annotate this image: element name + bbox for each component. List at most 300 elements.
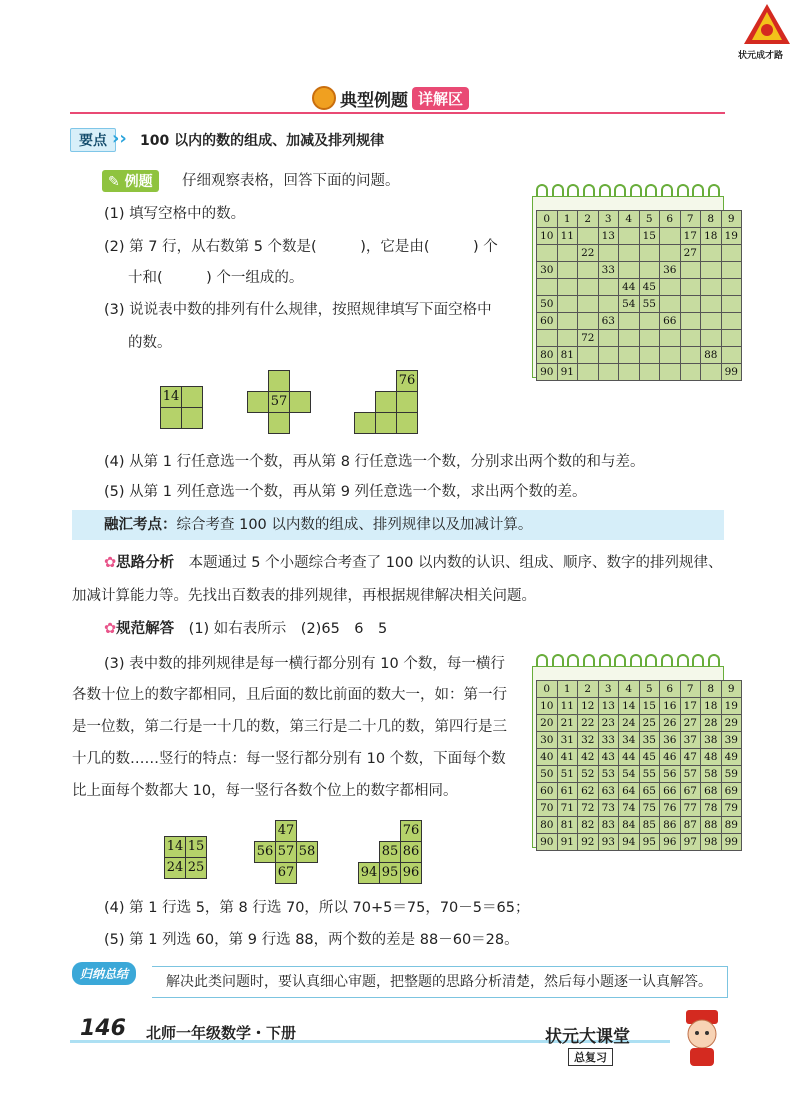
question-table-cell: 60 bbox=[537, 313, 558, 330]
mascot-icon bbox=[672, 1008, 732, 1070]
answer-table-cell: 37 bbox=[680, 732, 701, 749]
question-table-row bbox=[537, 279, 742, 296]
answer-table-cell: 57 bbox=[680, 766, 701, 783]
question-table-row bbox=[537, 262, 742, 279]
answer-table-cell: 19 bbox=[721, 698, 742, 715]
answer-table-cell: 36 bbox=[660, 732, 681, 749]
shape-cell: 14 bbox=[164, 836, 186, 858]
answer-table-cell: 98 bbox=[701, 834, 722, 851]
question-table-row bbox=[537, 364, 742, 381]
answer-table-cell: 27 bbox=[680, 715, 701, 732]
answer-table-cell: 91 bbox=[557, 834, 578, 851]
answer-table-cell: 54 bbox=[619, 766, 640, 783]
question-table-cell bbox=[721, 330, 742, 347]
answer-3-line-3: 是一位数，第二行是一十几的数，第三行是二十几的数，第四行是三 bbox=[72, 719, 507, 735]
shape-cell: 94 bbox=[358, 862, 380, 884]
question-table-cell: 55 bbox=[639, 296, 660, 313]
shape-cell bbox=[181, 407, 203, 429]
answer-table-cell: 16 bbox=[660, 698, 681, 715]
question-table-cell: 22 bbox=[578, 245, 599, 262]
question-2a: (2) 第 7 行，从右数第 5 个数是( )，它是由( ) 个 bbox=[104, 239, 498, 255]
answer-table-row bbox=[537, 834, 742, 851]
summary-text: 解决此类问题时，要认真细心审题，把整题的思路分析清楚，然后每小题逐一认真解答。 bbox=[166, 974, 712, 990]
answer-table-cell: 32 bbox=[578, 732, 599, 749]
answer-table-cell: 92 bbox=[578, 834, 599, 851]
question-table-cell: 30 bbox=[537, 262, 558, 279]
shape-cell: 95 bbox=[379, 862, 401, 884]
question-3a: (3) 说说表中数的排列有什么规律，按照规律填写下面空格中 bbox=[104, 302, 492, 318]
answer-table-cell: 13 bbox=[598, 698, 619, 715]
question-table-cell: 9 bbox=[721, 211, 742, 228]
answer-table-cell: 82 bbox=[578, 817, 599, 834]
question-table-cell bbox=[639, 245, 660, 262]
answer-table-cell: 60 bbox=[537, 783, 558, 800]
lion-icon bbox=[312, 86, 336, 110]
question-table-row bbox=[537, 313, 742, 330]
shape-cell bbox=[375, 412, 397, 434]
shape-cell: 96 bbox=[400, 862, 422, 884]
answer-table-cell: 4 bbox=[619, 681, 640, 698]
question-table-cell: 8 bbox=[701, 211, 722, 228]
answer-table-cell: 88 bbox=[701, 817, 722, 834]
question-hundred-table bbox=[536, 210, 742, 381]
answer-table-cell: 33 bbox=[598, 732, 619, 749]
answer-table-cell: 48 bbox=[701, 749, 722, 766]
answer-table-row bbox=[537, 749, 742, 766]
shape-cell bbox=[160, 407, 182, 429]
answer-table-row bbox=[537, 783, 742, 800]
question-table-cell bbox=[701, 279, 722, 296]
answer-table-cell: 90 bbox=[537, 834, 558, 851]
banner-rule bbox=[70, 112, 725, 114]
answer-table-cell: 77 bbox=[680, 800, 701, 817]
question-table-row bbox=[537, 347, 742, 364]
banner-tag: 详解区 bbox=[412, 87, 469, 110]
answer-table-cell: 56 bbox=[660, 766, 681, 783]
question-table-cell: 72 bbox=[578, 330, 599, 347]
question-table-cell bbox=[701, 364, 722, 381]
answer-table-cell: 95 bbox=[639, 834, 660, 851]
brand-title: 状元大课堂 bbox=[545, 1027, 630, 1047]
question-table-cell: 1 bbox=[557, 211, 578, 228]
shape-cell bbox=[268, 370, 290, 392]
answer-table-cell: 59 bbox=[721, 766, 742, 783]
answer-table-cell: 83 bbox=[598, 817, 619, 834]
pencil-icon: ✎ bbox=[108, 174, 125, 190]
answer-table-cell: 20 bbox=[537, 715, 558, 732]
answer-table-row bbox=[537, 800, 742, 817]
answer-table-cell: 21 bbox=[557, 715, 578, 732]
answer-table-cell: 64 bbox=[619, 783, 640, 800]
question-table-cell: 18 bbox=[701, 228, 722, 245]
question-table-cell bbox=[680, 313, 701, 330]
key-points-text: 综合考查 100 以内数的组成、排列规律以及加减计算。 bbox=[176, 517, 533, 533]
answer-table-cell: 69 bbox=[721, 783, 742, 800]
question-2b: 十和( ) 个一组成的。 bbox=[128, 270, 304, 286]
question-table-cell bbox=[660, 330, 681, 347]
question-table-cell bbox=[639, 330, 660, 347]
shape-cell: 57 bbox=[268, 391, 290, 413]
shape-cell bbox=[247, 391, 269, 413]
answer-table-cell: 84 bbox=[619, 817, 640, 834]
answer-table-cell: 67 bbox=[680, 783, 701, 800]
question-table-cell bbox=[680, 279, 701, 296]
answer-table-cell: 23 bbox=[598, 715, 619, 732]
answer-table-cell: 18 bbox=[701, 698, 722, 715]
answer-table-cell: 10 bbox=[537, 698, 558, 715]
shape-cell: 14 bbox=[160, 386, 182, 408]
question-table-cell: 50 bbox=[537, 296, 558, 313]
example-badge bbox=[102, 170, 159, 192]
page-number: 146 bbox=[80, 1016, 126, 1041]
answer-table-cell: 73 bbox=[598, 800, 619, 817]
question-table-row bbox=[537, 296, 742, 313]
question-table-cell bbox=[660, 279, 681, 296]
answer-table-cell: 66 bbox=[660, 783, 681, 800]
shape-cell bbox=[375, 391, 397, 413]
question-table-spiral bbox=[536, 184, 720, 198]
question-table-row bbox=[537, 330, 742, 347]
answer-table-cell: 71 bbox=[557, 800, 578, 817]
question-table-cell bbox=[578, 364, 599, 381]
question-table-cell: 33 bbox=[598, 262, 619, 279]
question-table-cell bbox=[680, 330, 701, 347]
question-table-cell bbox=[701, 262, 722, 279]
answer-table-cell: 2 bbox=[578, 681, 599, 698]
answer-table-cell: 51 bbox=[557, 766, 578, 783]
answer-table-cell: 28 bbox=[701, 715, 722, 732]
question-table-cell bbox=[557, 330, 578, 347]
shape-cell bbox=[181, 386, 203, 408]
answer-3-line-4: 十几的数……竖行的特点：每一竖行都分别有 10 个数，下面每个数 bbox=[72, 751, 506, 767]
question-table-cell: 10 bbox=[537, 228, 558, 245]
book-title: 北师一年级数学・下册 bbox=[146, 1024, 297, 1042]
question-table-cell bbox=[721, 262, 742, 279]
answer-table-cell: 79 bbox=[721, 800, 742, 817]
shape-cell bbox=[268, 412, 290, 434]
answer-table-cell: 50 bbox=[537, 766, 558, 783]
question-table-cell bbox=[537, 330, 558, 347]
answer-table-cell: 40 bbox=[537, 749, 558, 766]
answer-table-cell: 11 bbox=[557, 698, 578, 715]
question-table-cell bbox=[701, 313, 722, 330]
question-table-cell: 80 bbox=[537, 347, 558, 364]
answer-table-cell: 86 bbox=[660, 817, 681, 834]
question-table-cell: 90 bbox=[537, 364, 558, 381]
answer-table-cell: 97 bbox=[680, 834, 701, 851]
answer-table-cell: 89 bbox=[721, 817, 742, 834]
answer-table-cell: 17 bbox=[680, 698, 701, 715]
question-table-cell bbox=[598, 279, 619, 296]
question-table-cell bbox=[660, 245, 681, 262]
question-table-cell bbox=[721, 279, 742, 296]
question-table-cell: 13 bbox=[598, 228, 619, 245]
example-badge-label: 例题 bbox=[124, 174, 153, 190]
question-table-cell bbox=[619, 245, 640, 262]
question-1: (1) 填写空格中的数。 bbox=[104, 206, 246, 222]
answer-table-spiral bbox=[536, 654, 720, 668]
question-table-cell: 91 bbox=[557, 364, 578, 381]
question-table-cell bbox=[660, 364, 681, 381]
shape-cell: 57 bbox=[275, 841, 297, 863]
topic-label: 要点 bbox=[70, 128, 116, 152]
question-table-row bbox=[537, 245, 742, 262]
question-table-row bbox=[537, 211, 742, 228]
answer-table-cell: 31 bbox=[557, 732, 578, 749]
logo-text: 状元成才路 bbox=[738, 51, 784, 61]
answer-table-cell: 72 bbox=[578, 800, 599, 817]
question-3b: 的数。 bbox=[128, 335, 172, 351]
answer-table-cell: 94 bbox=[619, 834, 640, 851]
shape-cell: 76 bbox=[400, 820, 422, 842]
shape-cell: 76 bbox=[396, 370, 418, 392]
flower-icon: ✿ bbox=[104, 621, 117, 637]
question-table-cell: 0 bbox=[537, 211, 558, 228]
analysis-line-1 bbox=[104, 553, 723, 573]
question-table-cell: 4 bbox=[619, 211, 640, 228]
answer-table-cell: 24 bbox=[619, 715, 640, 732]
answer-table-cell: 75 bbox=[639, 800, 660, 817]
question-table-cell bbox=[660, 347, 681, 364]
question-table-cell: 44 bbox=[619, 279, 640, 296]
key-points-label: 融汇考点： bbox=[104, 517, 177, 533]
answer-table-cell: 65 bbox=[639, 783, 660, 800]
question-table-cell bbox=[598, 364, 619, 381]
answer-table-cell: 14 bbox=[619, 698, 640, 715]
question-table-cell bbox=[578, 262, 599, 279]
analysis-line-2: 加减计算能力等。先找出百数表的排列规律，再根据规律解决相关问题。 bbox=[72, 588, 536, 604]
question-table-cell: 15 bbox=[639, 228, 660, 245]
answer-table-cell: 45 bbox=[639, 749, 660, 766]
question-table-cell bbox=[578, 347, 599, 364]
answer-table-row bbox=[537, 681, 742, 698]
question-table-cell: 17 bbox=[680, 228, 701, 245]
topic-arrow-icon: ›› bbox=[112, 128, 127, 149]
question-table-cell bbox=[598, 245, 619, 262]
question-table-cell: 11 bbox=[557, 228, 578, 245]
question-table-cell bbox=[619, 364, 640, 381]
question-table-cell bbox=[639, 313, 660, 330]
shape-cell bbox=[354, 412, 376, 434]
shape-cell bbox=[396, 412, 418, 434]
key-points bbox=[104, 515, 532, 535]
answer-table-cell: 34 bbox=[619, 732, 640, 749]
answer-table-cell: 78 bbox=[701, 800, 722, 817]
question-table-cell bbox=[639, 364, 660, 381]
question-table-cell bbox=[721, 313, 742, 330]
answer-table-cell: 63 bbox=[598, 783, 619, 800]
answer-5: (5) 第 1 列选 60，第 9 行选 88，两个数的差是 88－60＝28。 bbox=[104, 932, 519, 948]
answer-table-cell: 99 bbox=[721, 834, 742, 851]
question-table-cell: 66 bbox=[660, 313, 681, 330]
question-table-cell bbox=[680, 347, 701, 364]
question-table-cell bbox=[598, 330, 619, 347]
answer-table-cell: 38 bbox=[701, 732, 722, 749]
question-table-cell bbox=[660, 296, 681, 313]
question-table-cell bbox=[619, 330, 640, 347]
answer-3-line-1: (3) 表中数的排列规律是每一横行都分别有 10 个数，每一横行 bbox=[104, 656, 505, 672]
answer-table-cell: 25 bbox=[639, 715, 660, 732]
question-table-row bbox=[537, 228, 742, 245]
question-table-cell bbox=[721, 245, 742, 262]
question-table-cell bbox=[721, 296, 742, 313]
answer-table-cell: 15 bbox=[639, 698, 660, 715]
answer-table-cell: 0 bbox=[537, 681, 558, 698]
answer-3-line-2: 各数十位上的数字都相同，且后面的数比前面的数大一，如：第一行 bbox=[72, 687, 507, 703]
answer-line bbox=[104, 619, 387, 639]
answer-table-cell: 29 bbox=[721, 715, 742, 732]
question-table-cell: 27 bbox=[680, 245, 701, 262]
answer-table-cell: 43 bbox=[598, 749, 619, 766]
question-table-cell bbox=[619, 228, 640, 245]
question-table-cell bbox=[557, 313, 578, 330]
question-table-cell bbox=[680, 296, 701, 313]
banner-title: 典型例题 bbox=[340, 90, 408, 111]
question-table-cell bbox=[721, 347, 742, 364]
shape-cell: 58 bbox=[296, 841, 318, 863]
answer-4: (4) 第 1 行选 5，第 8 行选 70，所以 70+5＝75，70－5＝65； bbox=[104, 900, 530, 916]
question-table-cell: 6 bbox=[660, 211, 681, 228]
question-table-cell bbox=[578, 296, 599, 313]
question-table-cell: 3 bbox=[598, 211, 619, 228]
question-table-cell bbox=[619, 262, 640, 279]
summary-tag: 归纳总结 bbox=[72, 962, 136, 985]
answer-table-cell: 76 bbox=[660, 800, 681, 817]
shape-cell: 25 bbox=[185, 857, 207, 879]
answer-table-cell: 70 bbox=[537, 800, 558, 817]
answer-table-cell: 7 bbox=[680, 681, 701, 698]
answer-table-cell: 39 bbox=[721, 732, 742, 749]
question-table-cell: 19 bbox=[721, 228, 742, 245]
answer-table-cell: 55 bbox=[639, 766, 660, 783]
question-table-cell bbox=[619, 313, 640, 330]
question-table-cell: 36 bbox=[660, 262, 681, 279]
question-table-cell bbox=[537, 245, 558, 262]
question-table-cell: 99 bbox=[721, 364, 742, 381]
flower-icon: ✿ bbox=[104, 555, 117, 571]
question-table-cell bbox=[639, 347, 660, 364]
answer-table-cell: 81 bbox=[557, 817, 578, 834]
question-table-cell bbox=[701, 296, 722, 313]
question-table-cell: 5 bbox=[639, 211, 660, 228]
answer-table-cell: 30 bbox=[537, 732, 558, 749]
answer-table-row bbox=[537, 715, 742, 732]
answer-table-cell: 49 bbox=[721, 749, 742, 766]
answer-table-cell: 35 bbox=[639, 732, 660, 749]
answer-table-cell: 80 bbox=[537, 817, 558, 834]
question-table-cell bbox=[557, 245, 578, 262]
answer-table-cell: 8 bbox=[701, 681, 722, 698]
question-table-cell bbox=[578, 228, 599, 245]
question-table-cell: 7 bbox=[680, 211, 701, 228]
answer-table-cell: 53 bbox=[598, 766, 619, 783]
answer-table-cell: 61 bbox=[557, 783, 578, 800]
champion-logo-icon bbox=[742, 2, 792, 46]
example-intro: 仔细观察表格，回答下面的问题。 bbox=[182, 173, 400, 189]
answer-table-cell: 6 bbox=[660, 681, 681, 698]
shape-cell: 15 bbox=[185, 836, 207, 858]
question-table-cell: 54 bbox=[619, 296, 640, 313]
answer-table-row bbox=[537, 766, 742, 783]
answer-table-cell: 85 bbox=[639, 817, 660, 834]
question-5: (5) 从第 1 列任意选一个数，再从第 9 列任意选一个数，求出两个数的差。 bbox=[104, 484, 587, 500]
question-table-cell bbox=[680, 364, 701, 381]
question-table-cell bbox=[557, 279, 578, 296]
shape-cell bbox=[396, 391, 418, 413]
question-table-cell: 45 bbox=[639, 279, 660, 296]
question-table-cell bbox=[578, 313, 599, 330]
shape-cell: 56 bbox=[254, 841, 276, 863]
question-table-cell bbox=[537, 279, 558, 296]
answer-table-cell: 93 bbox=[598, 834, 619, 851]
answer-table-cell: 9 bbox=[721, 681, 742, 698]
answer-table-cell: 87 bbox=[680, 817, 701, 834]
answer-3-line-5: 比上面每个数都大 10，每一竖行各数个位上的数字都相同。 bbox=[72, 783, 458, 799]
answer-table-cell: 74 bbox=[619, 800, 640, 817]
answer-table-cell: 42 bbox=[578, 749, 599, 766]
question-table-cell bbox=[598, 296, 619, 313]
answer-table-cell: 47 bbox=[680, 749, 701, 766]
section-banner bbox=[312, 86, 469, 110]
topic-title: 100 以内的数的组成、加减及排列规律 bbox=[140, 133, 385, 149]
answer-table-row bbox=[537, 732, 742, 749]
shape-cell: 86 bbox=[400, 841, 422, 863]
question-4: (4) 从第 1 行任意选一个数，再从第 8 行任意选一个数，分别求出两个数的和与差。 bbox=[104, 454, 645, 470]
answer-table-cell: 46 bbox=[660, 749, 681, 766]
shape-cell: 85 bbox=[379, 841, 401, 863]
answer-table-cell: 26 bbox=[660, 715, 681, 732]
question-table-cell bbox=[701, 330, 722, 347]
question-table-cell: 2 bbox=[578, 211, 599, 228]
question-table-cell bbox=[557, 262, 578, 279]
shape-cell bbox=[289, 391, 311, 413]
shape-cell: 24 bbox=[164, 857, 186, 879]
question-table-cell: 88 bbox=[701, 347, 722, 364]
question-table-cell bbox=[557, 296, 578, 313]
question-table-cell bbox=[660, 228, 681, 245]
answer-table-cell: 5 bbox=[639, 681, 660, 698]
answer-label: 规范解答 bbox=[116, 621, 175, 637]
answer-table-cell: 58 bbox=[701, 766, 722, 783]
answer-table-cell: 52 bbox=[578, 766, 599, 783]
answer-table-cell: 44 bbox=[619, 749, 640, 766]
question-table-cell bbox=[639, 262, 660, 279]
answer-table-row bbox=[537, 817, 742, 834]
analysis-label: 思路分析 bbox=[116, 555, 175, 571]
answer-table-cell: 12 bbox=[578, 698, 599, 715]
answer-table-cell: 1 bbox=[557, 681, 578, 698]
question-table-cell bbox=[598, 347, 619, 364]
question-table-cell bbox=[701, 245, 722, 262]
question-table-cell bbox=[619, 347, 640, 364]
answer-table-cell: 22 bbox=[578, 715, 599, 732]
answer-table-cell: 41 bbox=[557, 749, 578, 766]
analysis-text-1: 本题通过 5 个小题综合考查了 100 以内数的认识、组成、顺序、数字的排列规律、 bbox=[188, 555, 723, 571]
section-label: 总复习 bbox=[568, 1048, 613, 1066]
question-table-cell bbox=[578, 279, 599, 296]
answer-table-row bbox=[537, 698, 742, 715]
answer-table-cell: 96 bbox=[660, 834, 681, 851]
answer-table-cell: 68 bbox=[701, 783, 722, 800]
shape-cell: 67 bbox=[275, 862, 297, 884]
shape-cell: 47 bbox=[275, 820, 297, 842]
question-table-cell: 63 bbox=[598, 313, 619, 330]
answer-table-cell: 3 bbox=[598, 681, 619, 698]
question-table-cell: 81 bbox=[557, 347, 578, 364]
answer-table-cell: 62 bbox=[578, 783, 599, 800]
answer-1-2: (1) 如右表所示 (2)65 6 5 bbox=[188, 621, 388, 637]
question-table-cell bbox=[680, 262, 701, 279]
